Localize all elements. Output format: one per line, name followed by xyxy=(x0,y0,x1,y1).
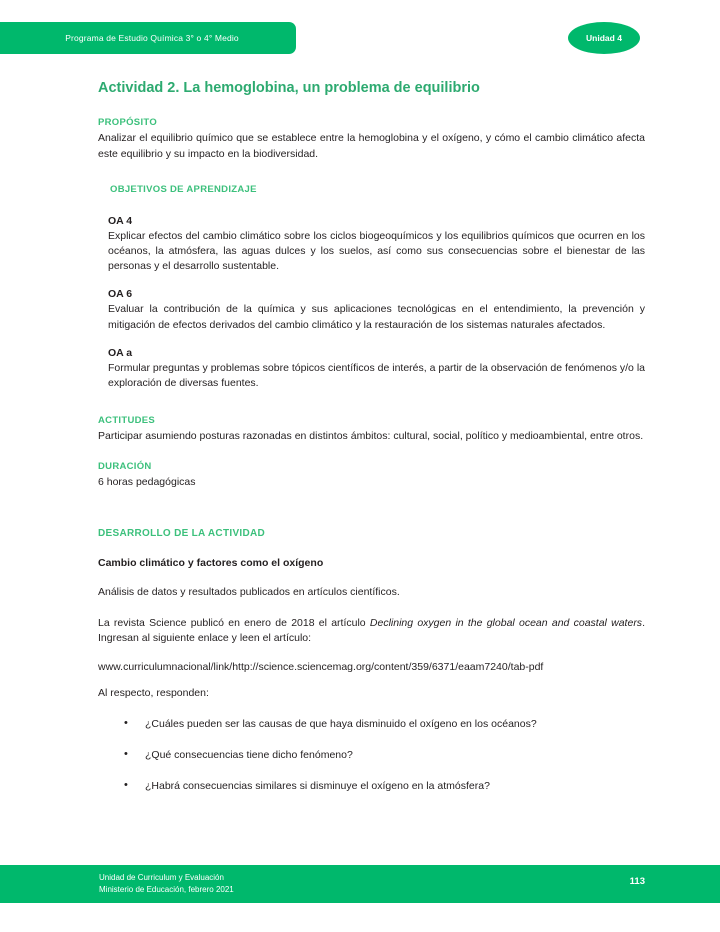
proposito-text: Analizar el equilibrio químico que se establece entre la hemoglobina y el oxígeno, y cómo el cambio climático afecta este equilibrio y su impacto en la biodiversidad. xyxy=(98,132,645,160)
footer-line-2: Ministerio de Educación, febrero 2021 xyxy=(99,884,234,894)
objetivos-heading: OBJETIVOS DE APRENDIZAJE xyxy=(110,183,257,195)
objetivo-code: OA a xyxy=(108,346,133,359)
page-number: 113 xyxy=(629,876,645,887)
program-banner xyxy=(0,22,296,54)
objetivo-item xyxy=(108,347,645,391)
actitudes-section xyxy=(98,415,645,444)
article-outro-text: . Ingresan al siguiente enlace y leen el artículo: xyxy=(98,617,645,645)
proposito-heading: PROPÓSITO xyxy=(98,117,158,129)
duracion-text: 6 horas pedagógicas xyxy=(98,475,196,488)
spacer xyxy=(98,676,645,686)
list-item: • ¿Habrá consecuencias similares si disminuye el oxígeno en la atmósfera? xyxy=(98,779,645,794)
desarrollo-section xyxy=(98,528,645,795)
objetivo-code: OA 6 xyxy=(108,288,133,301)
objetivo-text: Explicar efectos del cambio climático sobre los ciclos biogeoquímicos y los equilibrios químicos que ocurren en los océanos, la atmósfera, las aguas dulces y los suelos, así como sus consecuencias sobre el bienestar de las personas y el desarrollo sustentable. xyxy=(108,229,645,273)
article-link[interactable]: www.curriculumnacional/link/http://science.sciencemag.org/content/359/6371/eaam7240/tab-pdf xyxy=(98,661,544,674)
proposito-section xyxy=(98,117,645,161)
program-banner-label: Programa de Estudio Química 3° o 4° Medio xyxy=(65,33,239,43)
actitudes-heading: ACTITUDES xyxy=(98,415,156,427)
desarrollo-subheading: Cambio climático y factores como el oxígeno xyxy=(98,556,324,569)
objetivo-item xyxy=(108,215,645,275)
list-item: • ¿Qué consecuencias tiene dicho fenómeno? xyxy=(98,748,645,763)
desarrollo-article-paragraph xyxy=(98,616,645,646)
questions-list xyxy=(98,717,645,795)
desarrollo-intro: Análisis de datos y resultados publicados en artículos científicos. xyxy=(98,585,400,598)
page-footer xyxy=(0,865,720,903)
spacer xyxy=(98,391,645,415)
page-header xyxy=(0,22,720,56)
unit-badge xyxy=(568,22,640,54)
unit-badge-label: Unidad 4 xyxy=(586,33,622,43)
desarrollo-heading: DESARROLLO DE LA ACTIVIDAD xyxy=(98,527,266,539)
questions-prompt: Al respecto, responden: xyxy=(98,686,209,699)
objetivo-code: OA 4 xyxy=(108,214,133,227)
spacer xyxy=(98,490,645,528)
duracion-section xyxy=(98,461,645,490)
duracion-heading: DURACIÓN xyxy=(98,460,152,472)
footer-institution xyxy=(99,872,234,895)
actitudes-text: Participar asumiendo posturas razonadas en distintos ámbitos: cultural, social, político y medioambiental, entre otros. xyxy=(98,430,644,443)
document-body xyxy=(98,80,645,811)
article-intro-text: La revista Science publicó en enero de 2018 el artículo xyxy=(98,617,370,630)
list-item: • ¿Cuáles pueden ser las causas de que haya disminuido el oxígeno en los océanos? xyxy=(98,717,645,732)
footer-line-1: Unidad de Curriculum y Evaluación xyxy=(99,873,224,882)
objetivo-item xyxy=(108,288,645,332)
objetivo-text: Formular preguntas y problemas sobre tópicos científicos de interés, a partir de la observación de fenómenos y/o la exploración de diversas fuentes. xyxy=(108,361,645,390)
spacer xyxy=(98,445,645,461)
article-title-italic: Declining oxygen in the global ocean and coastal waters xyxy=(369,617,643,630)
objetivos-section xyxy=(98,184,645,392)
objetivo-text: Evaluar la contribución de la química y sus aplicaciones tecnológicas en el entendimiento, la prevención y mitigación de efectos derivados del cambio climático y la restauración de los sistemas naturales afectados. xyxy=(108,303,645,331)
page-title: Actividad 2. La hemoglobina, un problema de equilibrio xyxy=(98,80,480,96)
